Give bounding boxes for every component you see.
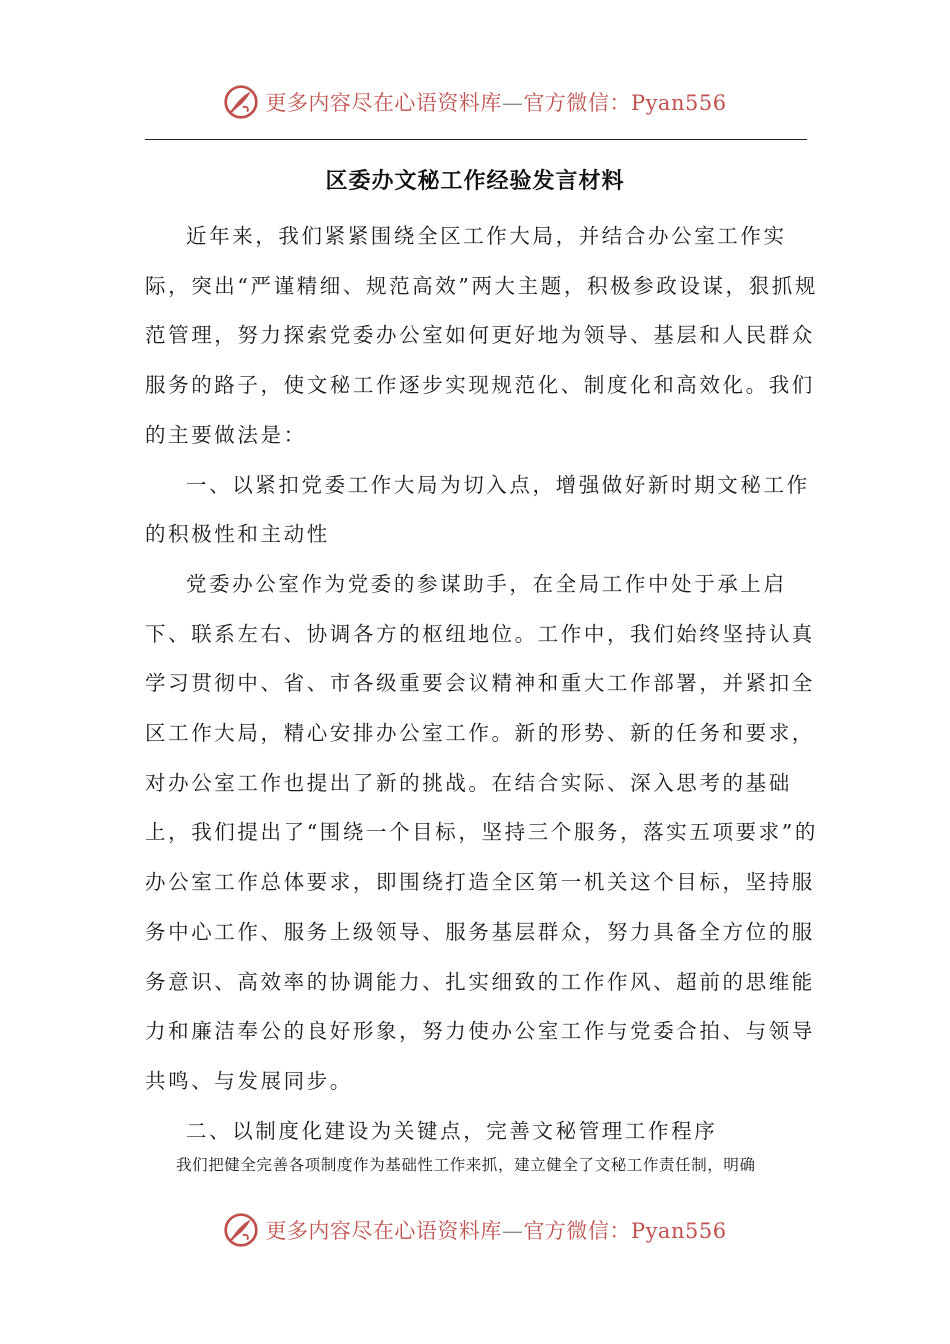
paragraph-section-1: 党委办公室作为党委的参谋助手，在全局工作中处于承上启下、联系左右、协调各方的枢纽地位。工作中，我们始终坚持认真学习贯彻中、省、市各级重要会议精神和重大工作部署，并紧扣全区工作大局，精心安排办公室工作。新的形势、新的任务和要求，对办公室工作也提出了新的挑战。在结合实际、深入思考的基础上，我们提出了“围绕一个目标，坚持三个服务，落实五项要求”的办公室工作总体要求，即围绕打造全区第一机关这个目标，坚持服务中心工作、服务上级领导、服务基层群众，努力具备全方位的服务意识、高效率的协调能力、扎实细致的工作作风、超前的思维能力和廉洁奉公的良好形象，努力使办公室工作与党委合拍、与领导共鸣、与发展同步。 [145, 571, 818, 1093]
document-body [145, 212, 825, 1180]
header-divider [145, 139, 807, 140]
feather-pen-logo-icon [223, 84, 259, 120]
section-heading-2: 二、以制度化建设为关键点，完善文秘管理工作程序 [186, 1118, 718, 1143]
watermark-text: 更多内容尽在心语资料库—官方微信：Pyan556 [265, 91, 727, 115]
footer-watermark [0, 1208, 950, 1252]
document-title: 区委办文秘工作经验发言材料 [325, 169, 625, 194]
section-heading-1: 一、以紧扣党委工作大局为切入点，增强做好新时期文秘工作的积极性和主动性 [145, 472, 810, 547]
watermark-text: 更多内容尽在心语资料库—官方微信：Pyan556 [265, 1219, 727, 1243]
paragraph-section-2: 我们把健全完善各项制度作为基础性工作来抓，建立健全了文秘工作责任制，明确 [176, 1156, 756, 1175]
header-watermark [0, 80, 950, 124]
paragraph-intro: 近年来，我们紧紧围绕全区工作大局，并结合办公室工作实际，突出“严谨精细、规范高效”两大主题，积极参政设谋，狠抓规范管理，努力探索党委办公室如何更好地为领导、基层和人民群众服务的路子，使文秘工作逐步实现规范化、制度化和高效化。我们的主要做法是： [145, 224, 818, 447]
feather-pen-logo-icon [223, 1212, 259, 1248]
